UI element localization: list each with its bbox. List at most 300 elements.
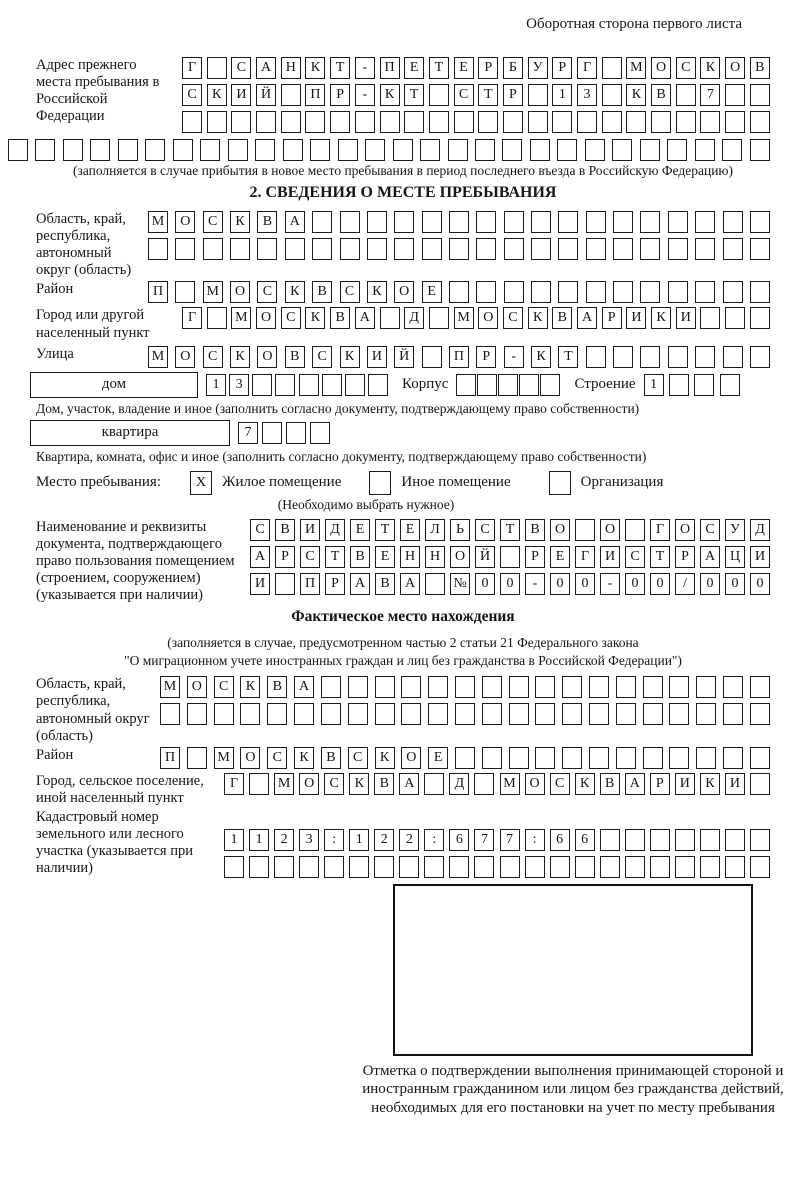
- char-cell[interactable]: И: [725, 773, 745, 795]
- char-cell[interactable]: [675, 829, 695, 851]
- char-cell[interactable]: [557, 139, 577, 161]
- char-cell[interactable]: [8, 139, 28, 161]
- char-cell[interactable]: О: [651, 57, 671, 79]
- char-cell[interactable]: [585, 139, 605, 161]
- char-cell[interactable]: К: [349, 773, 369, 795]
- char-cell[interactable]: [214, 703, 234, 725]
- char-cell[interactable]: Л: [425, 519, 445, 541]
- char-cell[interactable]: [504, 238, 524, 260]
- char-cell[interactable]: [750, 238, 770, 260]
- char-cell[interactable]: [723, 676, 743, 698]
- char-cell[interactable]: [299, 374, 319, 396]
- char-cell[interactable]: [750, 703, 770, 725]
- char-cell[interactable]: [589, 676, 609, 698]
- char-cell[interactable]: М: [148, 211, 168, 233]
- char-cell[interactable]: [550, 856, 570, 878]
- char-cell[interactable]: В: [275, 519, 295, 541]
- char-cell[interactable]: К: [294, 747, 314, 769]
- char-cell[interactable]: [504, 281, 524, 303]
- char-cell[interactable]: А: [256, 57, 276, 79]
- char-cell[interactable]: [340, 238, 360, 260]
- char-cell[interactable]: :: [324, 829, 344, 851]
- char-cell[interactable]: 0: [475, 573, 495, 595]
- char-cell[interactable]: Н: [281, 57, 301, 79]
- char-cell[interactable]: М: [160, 676, 180, 698]
- char-cell[interactable]: [230, 238, 250, 260]
- char-cell[interactable]: [750, 747, 770, 769]
- char-cell[interactable]: И: [367, 346, 387, 368]
- char-cell[interactable]: О: [394, 281, 414, 303]
- char-cell[interactable]: А: [294, 676, 314, 698]
- char-cell[interactable]: [224, 856, 244, 878]
- char-cell[interactable]: [528, 111, 548, 133]
- char-cell[interactable]: [367, 211, 387, 233]
- char-cell[interactable]: [375, 703, 395, 725]
- char-cell[interactable]: [562, 676, 582, 698]
- char-cell[interactable]: [429, 84, 449, 106]
- char-cell[interactable]: М: [231, 307, 251, 329]
- char-cell[interactable]: [330, 111, 350, 133]
- char-cell[interactable]: 1: [249, 829, 269, 851]
- char-cell[interactable]: [476, 238, 496, 260]
- char-cell[interactable]: [420, 139, 440, 161]
- char-cell[interactable]: С: [324, 773, 344, 795]
- char-cell[interactable]: [267, 703, 287, 725]
- char-cell[interactable]: [275, 374, 295, 396]
- char-cell[interactable]: 0: [625, 573, 645, 595]
- char-cell[interactable]: Е: [400, 519, 420, 541]
- char-cell[interactable]: О: [175, 346, 195, 368]
- char-cell[interactable]: 6: [550, 829, 570, 851]
- char-cell[interactable]: В: [330, 307, 350, 329]
- char-cell[interactable]: 6: [449, 829, 469, 851]
- char-cell[interactable]: К: [700, 773, 720, 795]
- char-cell[interactable]: [625, 856, 645, 878]
- char-cell[interactable]: В: [321, 747, 341, 769]
- char-cell[interactable]: [613, 346, 633, 368]
- char-cell[interactable]: [256, 111, 276, 133]
- char-cell[interactable]: Ц: [725, 546, 745, 568]
- char-cell[interactable]: Н: [400, 546, 420, 568]
- char-cell[interactable]: К: [207, 84, 227, 106]
- char-cell[interactable]: А: [350, 573, 370, 595]
- char-cell[interactable]: Г: [577, 57, 597, 79]
- char-cell[interactable]: [422, 238, 442, 260]
- char-cell[interactable]: Р: [275, 546, 295, 568]
- char-cell[interactable]: 0: [725, 573, 745, 595]
- char-cell[interactable]: И: [676, 307, 696, 329]
- char-cell[interactable]: Р: [675, 546, 695, 568]
- char-cell[interactable]: Р: [478, 57, 498, 79]
- char-cell[interactable]: [600, 829, 620, 851]
- char-cell[interactable]: [455, 703, 475, 725]
- char-cell[interactable]: [562, 747, 582, 769]
- char-cell[interactable]: [613, 238, 633, 260]
- char-cell[interactable]: 0: [750, 573, 770, 595]
- char-cell[interactable]: [558, 211, 578, 233]
- char-cell[interactable]: Т: [478, 84, 498, 106]
- char-cell[interactable]: И: [231, 84, 251, 106]
- char-cell[interactable]: [612, 139, 632, 161]
- char-cell[interactable]: [562, 703, 582, 725]
- char-cell[interactable]: И: [626, 307, 646, 329]
- char-cell[interactable]: 2: [374, 829, 394, 851]
- char-cell[interactable]: [750, 84, 770, 106]
- char-cell[interactable]: [476, 281, 496, 303]
- char-cell[interactable]: 3: [299, 829, 319, 851]
- char-cell[interactable]: [643, 703, 663, 725]
- char-cell[interactable]: [428, 703, 448, 725]
- char-cell[interactable]: [669, 747, 689, 769]
- char-cell[interactable]: [668, 281, 688, 303]
- char-cell[interactable]: У: [528, 57, 548, 79]
- char-cell[interactable]: Р: [602, 307, 622, 329]
- char-cell[interactable]: [696, 676, 716, 698]
- char-cell[interactable]: [283, 139, 303, 161]
- char-cell[interactable]: [643, 676, 663, 698]
- char-cell[interactable]: [509, 676, 529, 698]
- char-cell[interactable]: Й: [394, 346, 414, 368]
- char-cell[interactable]: В: [285, 346, 305, 368]
- char-cell[interactable]: [586, 211, 606, 233]
- char-cell[interactable]: Г: [575, 546, 595, 568]
- char-cell[interactable]: О: [450, 546, 470, 568]
- char-cell[interactable]: [750, 773, 770, 795]
- char-cell[interactable]: [240, 703, 260, 725]
- char-cell[interactable]: [249, 856, 269, 878]
- char-cell[interactable]: [404, 111, 424, 133]
- char-cell[interactable]: [650, 829, 670, 851]
- char-cell[interactable]: Ь: [450, 519, 470, 541]
- char-cell[interactable]: [90, 139, 110, 161]
- char-cell[interactable]: [700, 829, 720, 851]
- char-cell[interactable]: [509, 703, 529, 725]
- char-cell[interactable]: Д: [449, 773, 469, 795]
- char-cell[interactable]: [275, 573, 295, 595]
- char-cell[interactable]: [454, 111, 474, 133]
- char-cell[interactable]: [474, 856, 494, 878]
- char-cell[interactable]: С: [214, 676, 234, 698]
- char-cell[interactable]: Б: [503, 57, 523, 79]
- char-cell[interactable]: [394, 238, 414, 260]
- char-cell[interactable]: С: [550, 773, 570, 795]
- char-cell[interactable]: [175, 281, 195, 303]
- char-cell[interactable]: [602, 84, 622, 106]
- char-cell[interactable]: [428, 676, 448, 698]
- char-cell[interactable]: [651, 111, 671, 133]
- char-cell[interactable]: [650, 856, 670, 878]
- char-cell[interactable]: [695, 346, 715, 368]
- char-cell[interactable]: Т: [429, 57, 449, 79]
- char-cell[interactable]: О: [299, 773, 319, 795]
- char-cell[interactable]: М: [214, 747, 234, 769]
- char-cell[interactable]: [187, 703, 207, 725]
- char-cell[interactable]: Е: [454, 57, 474, 79]
- char-cell[interactable]: [725, 856, 745, 878]
- char-cell[interactable]: [668, 346, 688, 368]
- char-cell[interactable]: О: [725, 57, 745, 79]
- char-cell[interactable]: Т: [404, 84, 424, 106]
- char-cell[interactable]: [286, 422, 306, 444]
- char-cell[interactable]: [399, 856, 419, 878]
- char-cell[interactable]: Е: [404, 57, 424, 79]
- char-cell[interactable]: Г: [650, 519, 670, 541]
- char-cell[interactable]: [482, 703, 502, 725]
- char-cell[interactable]: [231, 111, 251, 133]
- char-cell[interactable]: [207, 307, 227, 329]
- char-cell[interactable]: [640, 281, 660, 303]
- char-cell[interactable]: Й: [475, 546, 495, 568]
- char-cell[interactable]: М: [454, 307, 474, 329]
- char-cell[interactable]: [669, 676, 689, 698]
- char-cell[interactable]: [676, 111, 696, 133]
- char-cell[interactable]: [535, 703, 555, 725]
- char-cell[interactable]: 1: [644, 374, 664, 396]
- char-cell[interactable]: [750, 281, 770, 303]
- char-cell[interactable]: [667, 139, 687, 161]
- char-cell[interactable]: [540, 374, 560, 396]
- char-cell[interactable]: Е: [428, 747, 448, 769]
- char-cell[interactable]: [625, 829, 645, 851]
- char-cell[interactable]: [63, 139, 83, 161]
- char-cell[interactable]: О: [550, 519, 570, 541]
- char-cell[interactable]: О: [240, 747, 260, 769]
- char-cell[interactable]: [750, 307, 770, 329]
- char-cell[interactable]: [401, 676, 421, 698]
- char-cell[interactable]: 1: [206, 374, 226, 396]
- char-cell[interactable]: -: [355, 57, 375, 79]
- char-cell[interactable]: [305, 111, 325, 133]
- char-cell[interactable]: [367, 238, 387, 260]
- char-cell[interactable]: О: [230, 281, 250, 303]
- char-cell[interactable]: [725, 307, 745, 329]
- char-cell[interactable]: [429, 307, 449, 329]
- char-cell[interactable]: [310, 139, 330, 161]
- char-cell[interactable]: К: [240, 676, 260, 698]
- char-cell[interactable]: №: [450, 573, 470, 595]
- char-cell[interactable]: А: [577, 307, 597, 329]
- char-cell[interactable]: [380, 111, 400, 133]
- char-cell[interactable]: О: [187, 676, 207, 698]
- char-cell[interactable]: Е: [350, 519, 370, 541]
- char-cell[interactable]: [375, 676, 395, 698]
- char-cell[interactable]: [429, 111, 449, 133]
- char-cell[interactable]: [394, 211, 414, 233]
- char-cell[interactable]: [422, 211, 442, 233]
- char-cell[interactable]: К: [626, 84, 646, 106]
- char-cell[interactable]: В: [257, 211, 277, 233]
- char-cell[interactable]: Р: [503, 84, 523, 106]
- char-cell[interactable]: О: [175, 211, 195, 233]
- char-cell[interactable]: М: [626, 57, 646, 79]
- char-cell[interactable]: 7: [474, 829, 494, 851]
- char-cell[interactable]: С: [475, 519, 495, 541]
- char-cell[interactable]: -: [504, 346, 524, 368]
- char-cell[interactable]: [425, 573, 445, 595]
- char-cell[interactable]: [310, 422, 330, 444]
- char-cell[interactable]: [725, 84, 745, 106]
- char-cell[interactable]: [474, 773, 494, 795]
- char-cell[interactable]: [422, 346, 442, 368]
- char-cell[interactable]: 6: [575, 829, 595, 851]
- char-cell[interactable]: [365, 139, 385, 161]
- char-cell[interactable]: Е: [375, 546, 395, 568]
- char-cell[interactable]: [675, 856, 695, 878]
- char-cell[interactable]: В: [312, 281, 332, 303]
- char-cell[interactable]: [558, 238, 578, 260]
- char-cell[interactable]: [509, 747, 529, 769]
- char-cell[interactable]: [355, 111, 375, 133]
- char-cell[interactable]: [182, 111, 202, 133]
- char-cell[interactable]: Г: [182, 57, 202, 79]
- char-cell[interactable]: [349, 856, 369, 878]
- char-cell[interactable]: [640, 238, 660, 260]
- char-cell[interactable]: [503, 111, 523, 133]
- char-cell[interactable]: [285, 238, 305, 260]
- char-cell[interactable]: [530, 139, 550, 161]
- char-cell[interactable]: С: [340, 281, 360, 303]
- char-cell[interactable]: [455, 747, 475, 769]
- char-cell[interactable]: [616, 676, 636, 698]
- char-cell[interactable]: К: [380, 84, 400, 106]
- char-cell[interactable]: 0: [650, 573, 670, 595]
- char-cell[interactable]: [616, 747, 636, 769]
- char-cell[interactable]: [348, 703, 368, 725]
- char-cell[interactable]: [498, 374, 518, 396]
- char-cell[interactable]: [535, 747, 555, 769]
- char-cell[interactable]: [750, 346, 770, 368]
- char-cell[interactable]: [478, 111, 498, 133]
- char-cell[interactable]: П: [449, 346, 469, 368]
- char-cell[interactable]: [476, 211, 496, 233]
- char-cell[interactable]: О: [401, 747, 421, 769]
- char-cell[interactable]: 3: [577, 84, 597, 106]
- char-cell[interactable]: [475, 139, 495, 161]
- char-cell[interactable]: 1: [224, 829, 244, 851]
- char-cell[interactable]: 2: [399, 829, 419, 851]
- char-cell[interactable]: [502, 139, 522, 161]
- char-cell[interactable]: А: [625, 773, 645, 795]
- char-cell[interactable]: [723, 211, 743, 233]
- char-cell[interactable]: С: [203, 211, 223, 233]
- char-cell[interactable]: [477, 374, 497, 396]
- char-cell[interactable]: [700, 856, 720, 878]
- char-cell[interactable]: А: [700, 546, 720, 568]
- char-cell[interactable]: [720, 374, 740, 396]
- char-cell[interactable]: Т: [558, 346, 578, 368]
- char-cell[interactable]: -: [355, 84, 375, 106]
- char-cell[interactable]: [262, 422, 282, 444]
- char-cell[interactable]: [321, 676, 341, 698]
- char-cell[interactable]: [281, 111, 301, 133]
- char-cell[interactable]: Т: [375, 519, 395, 541]
- char-cell[interactable]: И: [600, 546, 620, 568]
- char-cell[interactable]: [118, 139, 138, 161]
- char-cell[interactable]: О: [256, 307, 276, 329]
- char-cell[interactable]: [750, 211, 770, 233]
- char-cell[interactable]: С: [503, 307, 523, 329]
- checkbox-organization[interactable]: [549, 471, 571, 495]
- char-cell[interactable]: [626, 111, 646, 133]
- char-cell[interactable]: [750, 829, 770, 851]
- char-cell[interactable]: К: [230, 211, 250, 233]
- char-cell[interactable]: [449, 238, 469, 260]
- char-cell[interactable]: 7: [700, 84, 720, 106]
- char-cell[interactable]: [535, 676, 555, 698]
- char-cell[interactable]: Т: [650, 546, 670, 568]
- checkbox-residential[interactable]: X: [190, 471, 212, 495]
- char-cell[interactable]: С: [257, 281, 277, 303]
- char-cell[interactable]: [695, 139, 715, 161]
- char-cell[interactable]: [500, 546, 520, 568]
- char-cell[interactable]: [322, 374, 342, 396]
- char-cell[interactable]: [348, 676, 368, 698]
- char-cell[interactable]: [723, 238, 743, 260]
- char-cell[interactable]: М: [500, 773, 520, 795]
- char-cell[interactable]: [312, 211, 332, 233]
- char-cell[interactable]: 2: [274, 829, 294, 851]
- char-cell[interactable]: И: [675, 773, 695, 795]
- char-cell[interactable]: [669, 703, 689, 725]
- char-cell[interactable]: Р: [330, 84, 350, 106]
- char-cell[interactable]: П: [380, 57, 400, 79]
- char-cell[interactable]: [575, 856, 595, 878]
- char-cell[interactable]: К: [305, 307, 325, 329]
- char-cell[interactable]: [700, 111, 720, 133]
- char-cell[interactable]: [456, 374, 476, 396]
- char-cell[interactable]: К: [305, 57, 325, 79]
- char-cell[interactable]: Г: [182, 307, 202, 329]
- char-cell[interactable]: [625, 519, 645, 541]
- char-cell[interactable]: -: [525, 573, 545, 595]
- char-cell[interactable]: В: [651, 84, 671, 106]
- char-cell[interactable]: [207, 57, 227, 79]
- char-cell[interactable]: С: [625, 546, 645, 568]
- char-cell[interactable]: [321, 703, 341, 725]
- char-cell[interactable]: 3: [229, 374, 249, 396]
- char-cell[interactable]: [723, 346, 743, 368]
- char-cell[interactable]: [374, 856, 394, 878]
- char-cell[interactable]: О: [525, 773, 545, 795]
- char-cell[interactable]: [203, 238, 223, 260]
- char-cell[interactable]: [640, 211, 660, 233]
- char-cell[interactable]: [173, 139, 193, 161]
- char-cell[interactable]: К: [230, 346, 250, 368]
- char-cell[interactable]: [696, 703, 716, 725]
- char-cell[interactable]: Д: [404, 307, 424, 329]
- char-cell[interactable]: 1: [349, 829, 369, 851]
- char-cell[interactable]: С: [676, 57, 696, 79]
- char-cell[interactable]: [613, 211, 633, 233]
- char-cell[interactable]: [455, 676, 475, 698]
- char-cell[interactable]: [519, 374, 539, 396]
- char-cell[interactable]: [380, 307, 400, 329]
- char-cell[interactable]: [148, 238, 168, 260]
- char-cell[interactable]: Т: [500, 519, 520, 541]
- char-cell[interactable]: [695, 211, 715, 233]
- char-cell[interactable]: [482, 676, 502, 698]
- char-cell[interactable]: :: [424, 829, 444, 851]
- char-cell[interactable]: К: [285, 281, 305, 303]
- char-cell[interactable]: [577, 111, 597, 133]
- char-cell[interactable]: [531, 211, 551, 233]
- char-cell[interactable]: [589, 703, 609, 725]
- char-cell[interactable]: А: [250, 546, 270, 568]
- char-cell[interactable]: [424, 773, 444, 795]
- char-cell[interactable]: /: [675, 573, 695, 595]
- char-cell[interactable]: [207, 111, 227, 133]
- char-cell[interactable]: [257, 238, 277, 260]
